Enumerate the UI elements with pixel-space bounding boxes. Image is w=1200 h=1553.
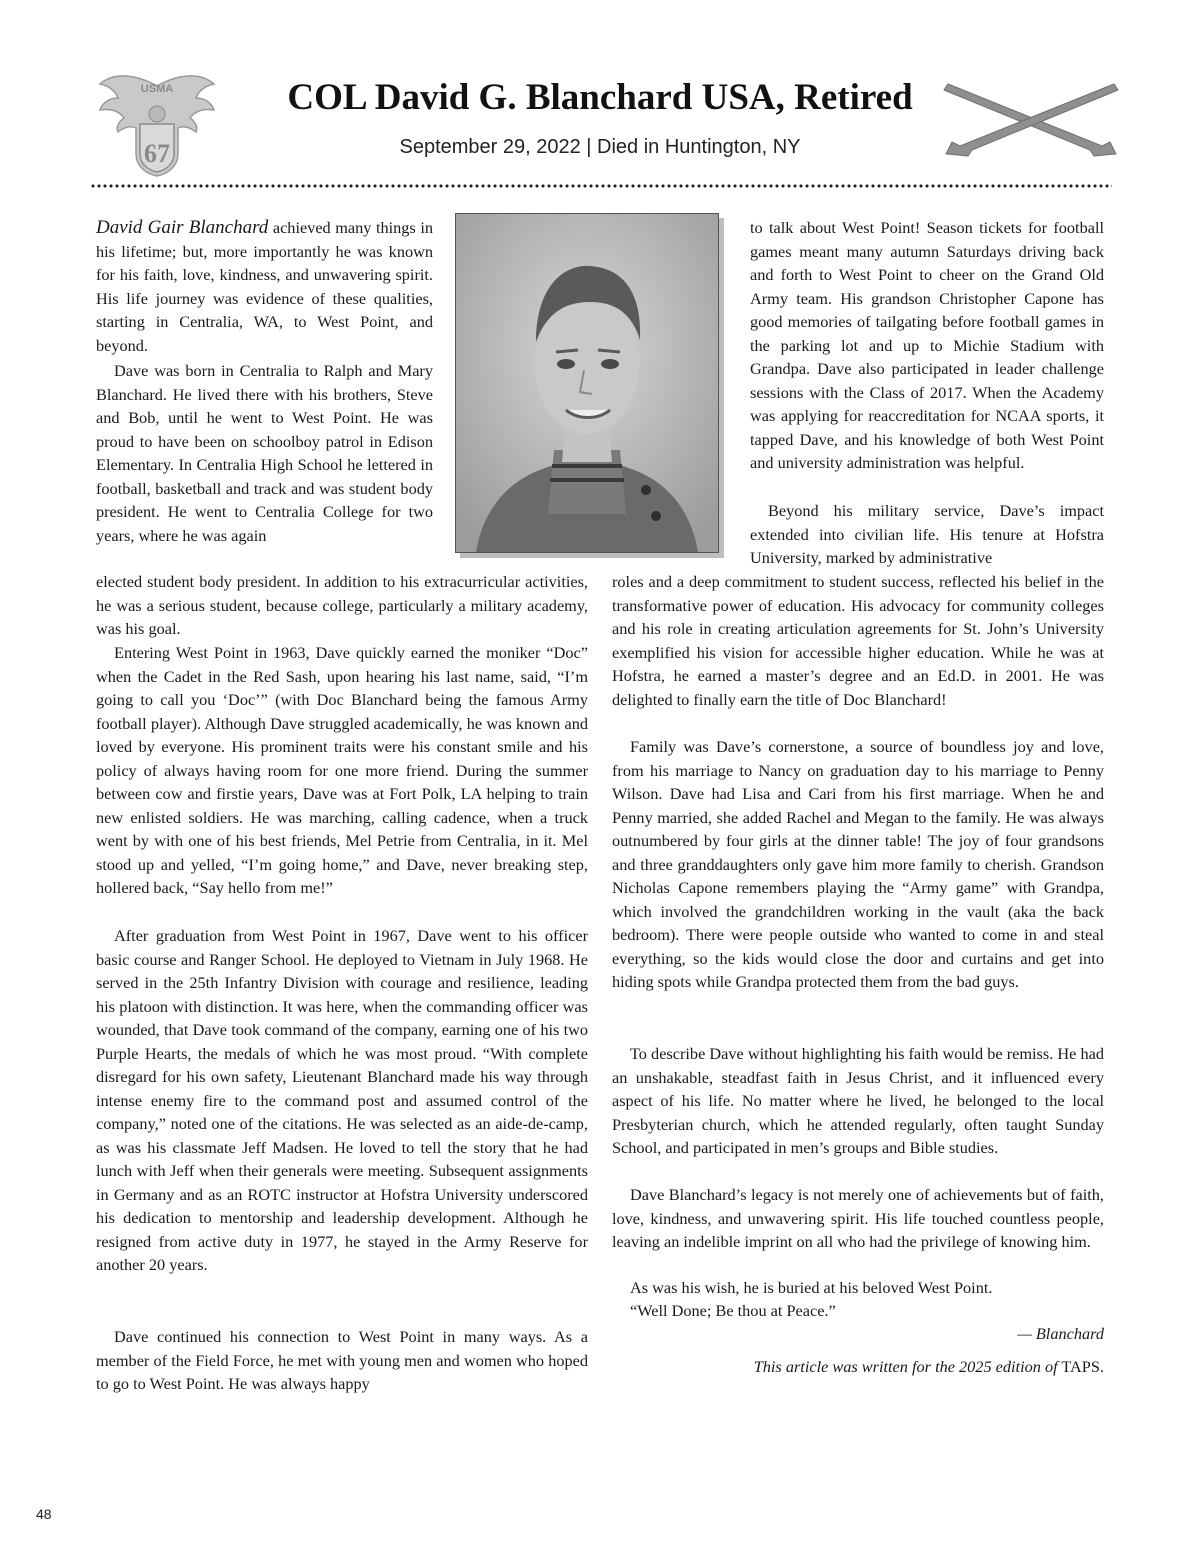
- closing-quote: “Well Done; Be thou at Peace.”: [630, 1301, 836, 1320]
- article-credit: [640, 1355, 1104, 1379]
- svg-text:USMA: USMA: [140, 83, 174, 95]
- cadet-portrait-icon: [456, 214, 718, 552]
- article-paragraph: Dave was born in Centralia to Ralph and Mary Blanchard. He lived there with his brothers, Steve and Bob, until he went to West Point. He was proud to have been on schoolboy patrol in Edison Elementary. In Centralia High School he lettered in football, basketball and track and was student body president. He went to Centralia College for two years, where he was again: [96, 361, 433, 545]
- article-paragraph-continued: to talk about West Point! Season tickets for football games meant many autumn Saturdays driving back and forth to West Point to cheer on the Grand Old Army team. His grandson Christopher Capone has good memories of tailgating before football games in the parking lot and up to Michie Stadium with Grandpa. Dave also participated in leader challenge sessions with the Class of 2017. When the Academy was applying for reaccreditation for NCAA sports, it tapped Dave, and his knowledge of both West Point and university administration was helpful.: [750, 218, 1104, 472]
- crossed-rifles-icon: [942, 76, 1120, 164]
- credit-text: This article was written for the 2025 edition of: [753, 1357, 1058, 1376]
- author-signature: — Blanchard: [1017, 1324, 1104, 1343]
- article-paragraph-intro: [96, 216, 433, 357]
- article-paragraph: Dave Blanchard’s legacy is not merely one of achievements but of faith, love, kindness, and unwavering spirit. His life touched countless people, leaving an indelible imprint on all who had the privilege of knowing him.: [612, 1185, 1104, 1251]
- article-paragraph: Family was Dave’s cornerstone, a source of boundless joy and love, from his marriage to Nancy on graduation day to his marriage to Penny Wilson. Dave had Lisa and Cari from his first marriage. When he and Penny married, she added Rachel and Megan to the family. He was always outnumbered by four girls at the dinner table! The joy of four grandsons and three granddaughters only gave him more family to cherish. Grandson Nicholas Capone remembers playing the “Army game” with Grandpa, which involved the grandchildren working in the vault (aka the back bedroom). There were people outside who wanted to come in and steal everything, so the kids would close the door and curtains and get into hiding spots while Grandpa protected them from the bad guys.: [612, 737, 1104, 991]
- svg-text:67: 67: [144, 139, 170, 168]
- article-paragraph: To describe Dave without highlighting his faith would be remiss. He had an unshakable, steadfast faith in Jesus Christ, and it influenced every aspect of his life. No matter where he lived, he belonged to the local Presbyterian church, which he attended regularly, often taught Sunday School, and participated in men’s groups and Bible studies.: [612, 1044, 1104, 1157]
- article-paragraph: Beyond his military service, Dave’s impact extended into civilian life. His tenure at Hofstra University, marked by administrative: [750, 501, 1104, 567]
- dotted-divider: [90, 183, 1112, 189]
- date-and-place-line: September 29, 2022 | Died in Huntington, NY: [399, 136, 801, 158]
- article-paragraph: Dave continued his connection to West Point in many ways. As a member of the Field Force, he met with young men and women who hoped to go to West Point. He was always happy: [96, 1327, 588, 1393]
- deceased-name: David Gair Blanchard: [96, 217, 269, 238]
- intro-text: achieved many things in his lifetime; but, more importantly he was known for his faith, love, kindness, and unwavering spirit. His life journey was evidence of these qualities, starting in Centralia, WA, to West Point, and beyond.: [96, 218, 433, 355]
- article-paragraph: Entering West Point in 1963, Dave quickly earned the moniker “Doc” when the Cadet in the Red Sash, upon hearing his last name, said, “I’m going to call you ‘Doc’” (with Doc Blanchard being the famous Army football player). Although Dave struggled academically, he was known and loved by everyone. His prominent traits were his constant smile and his policy of always having room for one more friend. During the summer between cow and firstie years, Dave was at Fort Polk, LA helping to train new enlisted soldiers. He was marching, calling cadence, when a truck went by with one of his best friends, Mel Petrie from Centralia, in it. Mel stood up and yelled, “I’m going home,” and Dave, never breaking step, hollered back, “Say hello from me!”: [96, 643, 588, 897]
- cadet-portrait-photo: [455, 213, 719, 553]
- page-number: 48: [36, 1506, 52, 1522]
- article-paragraph: After graduation from West Point in 1967, Dave went to his officer basic course and Ranger School. He deployed to Vietnam in July 1968. He served in the 25th Infantry Division with courage and resilience, leading his platoon with distinction. It was here, when the commanding officer was wounded, that Dave took command of the company, earning one of his two Purple Hearts, the medals of which he was most proud. “With complete disregard for his own safety, Lieutenant Blanchard made his way through intense enemy fire to the command post and assumed control of the company,” noted one of the citations. He was selected as an aide-de-camp, as was his classmate Jeff Madsen. He loved to tell the story that he had lunch with Jeff when their generals were meeting. Subsequent assignments in Germany and as an ROTC instructor at Hofstra University underscored his dedication to mentorship and leadership development. Although he resigned from active duty in 1977, he stayed in the Army Reserve for another 20 years.: [96, 926, 588, 1274]
- article-paragraph: As was his wish, he is buried at his beloved West Point.: [630, 1278, 993, 1297]
- article-paragraph-continued: elected student body president. In addition to his extracurricular activities, he was a serious student, because college, particularly a military academy, was his goal.: [96, 572, 588, 638]
- page-title: COL David G. Blanchard USA, Retired: [287, 77, 913, 118]
- publication-name: TAPS.: [1061, 1357, 1104, 1376]
- usma-class-crest-icon: [96, 66, 218, 178]
- article-paragraph-continued: roles and a deep commitment to student success, reflected his belief in the transformative power of education. His advocacy for community colleges and his role in creating articulation agreements for St. John’s University exemplified his vision for accessible higher education. While he was at Hofstra, he earned a master’s degree and an Ed.D. in 2001. He was delighted to finally earn the title of Doc Blanchard!: [612, 572, 1104, 709]
